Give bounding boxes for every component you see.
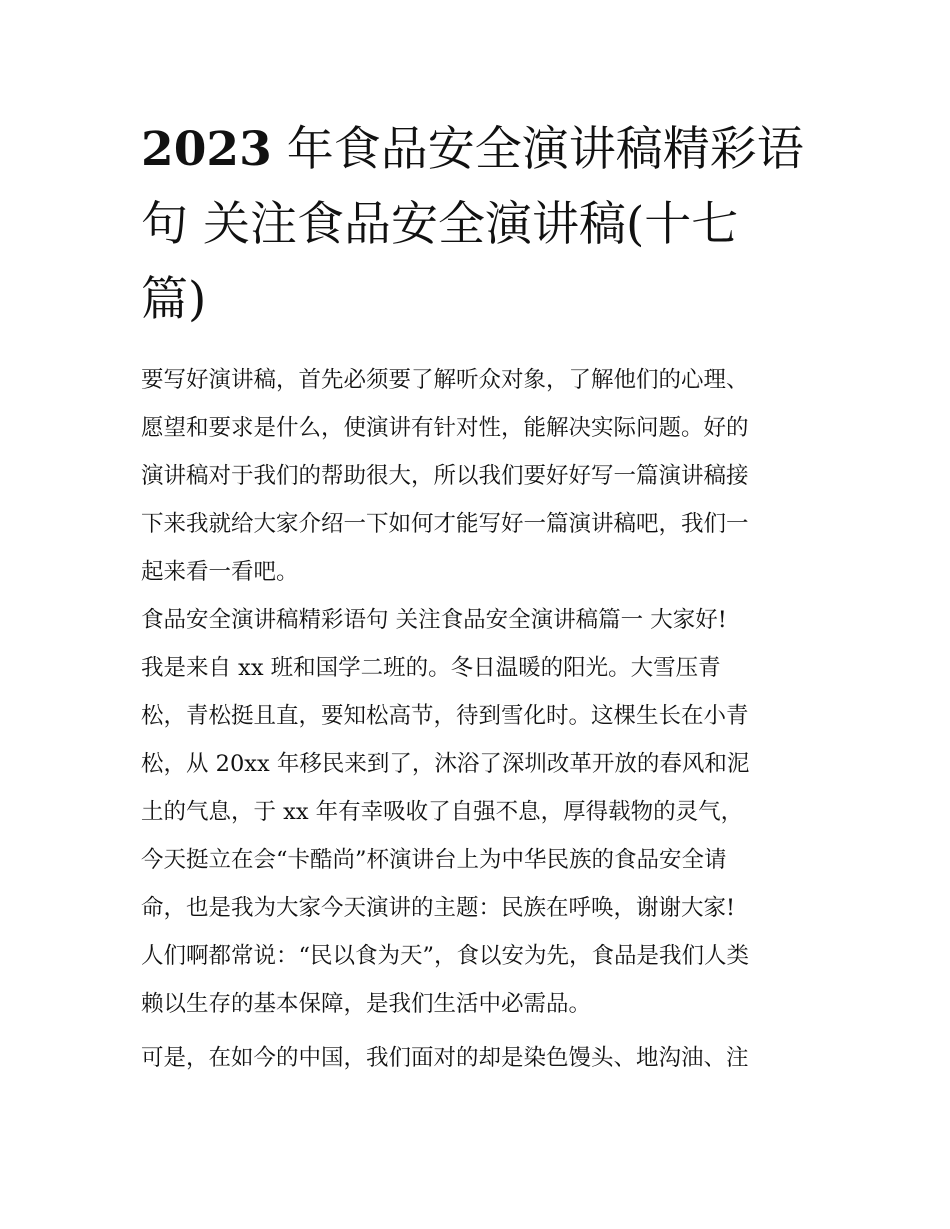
- text-line: 演讲稿对于我们的帮助很大，所以我们要好好写一篇演讲稿接: [141, 463, 749, 489]
- title-line-2: 句 关注食品安全演讲稿(十七: [141, 197, 739, 252]
- text-line: 赖以生存的基本保障，是我们生活中必需品。: [141, 991, 592, 1017]
- text-line: 可是，在如今的中国，我们面对的却是染色馒头、地沟油、注: [141, 1045, 749, 1071]
- text-line: 起来看一看吧。: [141, 559, 299, 585]
- text-line: 人们啊都常说：“民以食为天”，食以安为先，食品是我们人类: [141, 943, 750, 969]
- title-line-3: 篇): [141, 272, 207, 327]
- text-line: 下来我就给大家介绍一下如何才能写好一篇演讲稿吧，我们一: [141, 511, 749, 537]
- section-paragraph: [141, 596, 821, 1028]
- document-title: [141, 112, 821, 337]
- intro-paragraph: [141, 356, 821, 596]
- text-line: 要写好演讲稿，首先必须要了解听众对象，了解他们的心理、: [141, 367, 749, 393]
- text-line: 土的气息，于 xx 年有幸吸收了自强不息，厚得载物的灵气，: [141, 799, 744, 825]
- text-line: 松，从 20xx 年移民来到了，沐浴了深圳改革开放的春风和泥: [141, 751, 750, 777]
- text-line: 今天挺立在会“卡酷尚”杯演讲台上为中华民族的食品安全请: [141, 847, 727, 873]
- title-year: 2023: [141, 122, 272, 177]
- text-line: 我是来自 xx 班和国学二班的。冬日温暖的阳光。大雪压青: [141, 655, 721, 681]
- document-body: [141, 356, 821, 1082]
- text-line: 松，青松挺且直，要知松高节，待到雪化时。这棵生长在小青: [141, 703, 749, 729]
- text-line: 愿望和要求是什么，使演讲有针对性，能解决实际问题。好的: [141, 415, 749, 441]
- last-paragraph: [141, 1034, 821, 1082]
- text-line: 食品安全演讲稿精彩语句 关注食品安全演讲稿篇一 大家好!: [141, 607, 727, 633]
- text-line: 命，也是我为大家今天演讲的主题：民族在呼唤，谢谢大家!: [141, 895, 736, 921]
- title-line-1: 2023 年食品安全演讲稿精彩语: [141, 122, 804, 177]
